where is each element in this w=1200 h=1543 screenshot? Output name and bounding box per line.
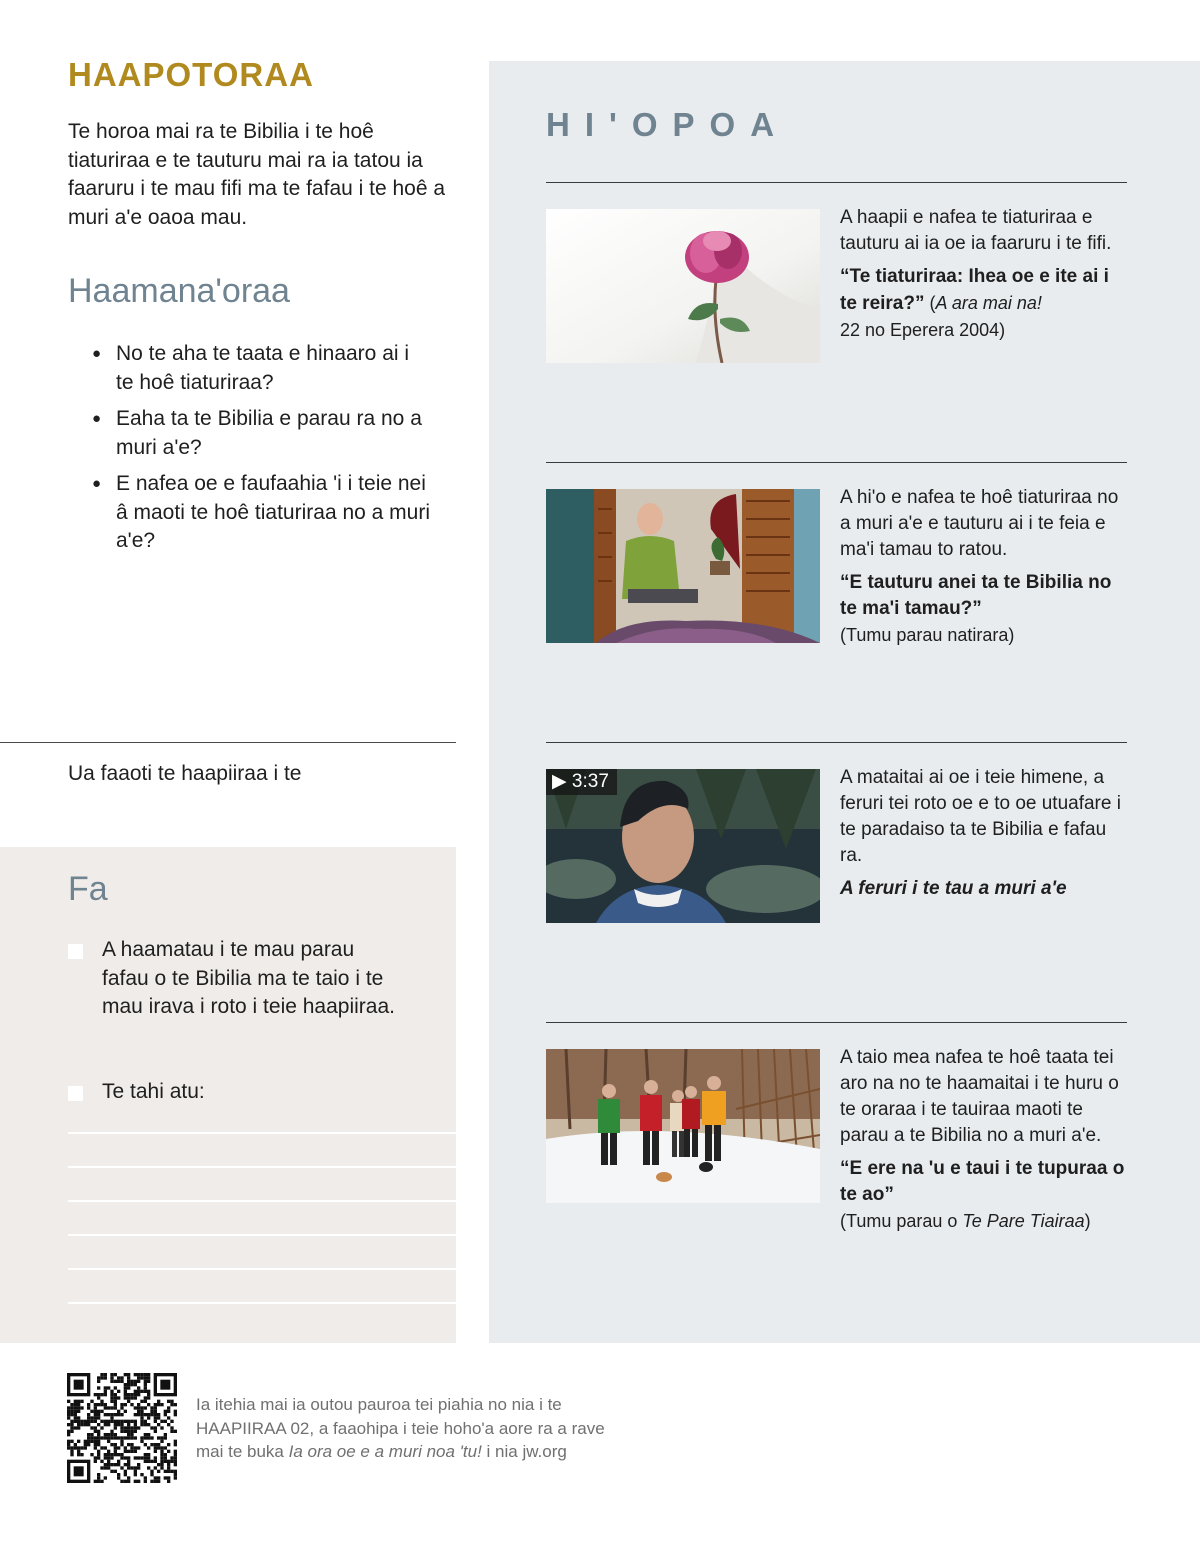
explore-item-title[interactable]: “E ere na 'u e taui i te tupuraa o te ao” [840, 1158, 1125, 1205]
explore-item-title[interactable]: “E tauturu anei ta te Bibilia no te ma'i tamau?” [840, 572, 1112, 619]
goals-heading: Fa [68, 870, 108, 908]
goal-checkbox[interactable] [68, 944, 83, 959]
goal-item-text: Te tahi atu: [102, 1080, 205, 1103]
divider [546, 462, 1127, 463]
explore-item-source: (Tumu parau o Te Pare Tiairaa) [840, 1211, 1091, 1231]
explore-item [840, 1045, 1130, 1234]
footer-text: Ia itehia mai ia outou pauroa tei piahia no nia i te HAAPIIRAA 02, a faaohipa i teie hoho'a aore ra a rave mai te buka Ia ora oe e a muri noa 'tu! i nia jw.org [196, 1395, 605, 1461]
explore-item-source: (Tumu parau natirara) [840, 625, 1015, 645]
video-duration-badge [546, 769, 617, 795]
write-line[interactable] [68, 1200, 456, 1202]
divider [546, 182, 1127, 183]
explore-item-description: A hi'o e nafea te hoê tiaturiraa no a muri a'e e tauturu ai i te feia e ma'i tamau to ratou. [840, 487, 1119, 560]
write-line[interactable] [68, 1302, 456, 1304]
video-duration: 3:37 [571, 771, 609, 792]
publication-name: Te Pare Tiairaa [962, 1211, 1085, 1231]
goal-checkbox[interactable] [68, 1086, 83, 1101]
summary-heading: HAAPOTORAA [68, 56, 314, 93]
divider [546, 1022, 1127, 1023]
write-line[interactable] [68, 1268, 456, 1270]
summary-text: Te horoa mai ra te Bibilia i te hoê tiaturiraa e te tauturu mai ra ia tatou ia faaruru i te mau fifi ma te fafau i te hoê a muri a'e oaoa mau. [68, 120, 446, 229]
divider [546, 742, 1127, 743]
family-in-snow-image[interactable] [546, 1049, 820, 1203]
explore-item-reference[interactable] [840, 570, 1130, 648]
explore-item-description: A haapii e nafea te tiaturiraa e tauturu ai ia oe ia faaruru i te fifi. [840, 207, 1112, 254]
explore-item [840, 205, 1130, 344]
completed-date-label: Ua faaoti te haapiiraa i te [68, 762, 302, 785]
write-line[interactable] [68, 1132, 456, 1134]
review-heading: Haamana'oraa [68, 272, 290, 310]
explore-item-description: A taio mea nafea te hoê taata tei aro na no te haamaitai i te huru o te oraraa i te tauiraa maoti te parau a te Bibilia no a muri a'e. [840, 1047, 1119, 1146]
publication-name: A ara mai na! [935, 293, 1042, 313]
flower-image[interactable] [546, 209, 820, 363]
explore-item-source: 22 no Eperera 2004) [840, 320, 1006, 340]
write-line[interactable] [68, 1234, 456, 1236]
explore-item [840, 485, 1130, 648]
explore-item-description: A mataitai ai oe i teie himene, a feruri tei roto oe e to oe utuafare i te paradaiso ta te Bibilia e fafau ra. [840, 767, 1121, 866]
write-line[interactable] [68, 1166, 456, 1168]
explore-item-title[interactable]: A feruri i te tau a muri a'e [840, 878, 1067, 899]
explore-heading: HI'OPOA [546, 106, 790, 143]
play-icon: ▶ [552, 771, 567, 792]
explore-item-title[interactable]: “Te tiaturiraa: Ihea oe e ite ai i te reira?” [840, 266, 1109, 314]
explore-item [840, 765, 1130, 902]
review-question-list [92, 340, 432, 564]
goal-item-text: A haamatau i te mau parau fafau o te Bibilia ma te taio i te mau irava i roto i teie haapiiraa. [102, 938, 395, 1018]
divider [0, 742, 456, 743]
review-question: ● E nafea oe e faufaahia 'i i teie nei â maoti te hoê tiaturiraa no a muri a'e? [92, 470, 432, 556]
explore-item-reference[interactable]: “Te tiaturiraa: Ihea oe e ite ai i te reira?” (A ara mai na! 22 no Eperera 2004) [840, 266, 1109, 340]
review-question: ● Eaha ta te Bibilia e parau ra no a muri a'e? [92, 405, 432, 462]
book-title: Ia ora oe e a muri noa 'tu! [288, 1442, 482, 1461]
review-question: ● No te aha te taata e hinaaro ai i te hoê tiaturiraa? [92, 340, 432, 397]
explore-item-reference[interactable] [840, 1156, 1130, 1234]
qr-code[interactable] [67, 1373, 177, 1483]
man-at-window-image[interactable] [546, 489, 820, 643]
video-thumbnail[interactable] [546, 769, 820, 923]
